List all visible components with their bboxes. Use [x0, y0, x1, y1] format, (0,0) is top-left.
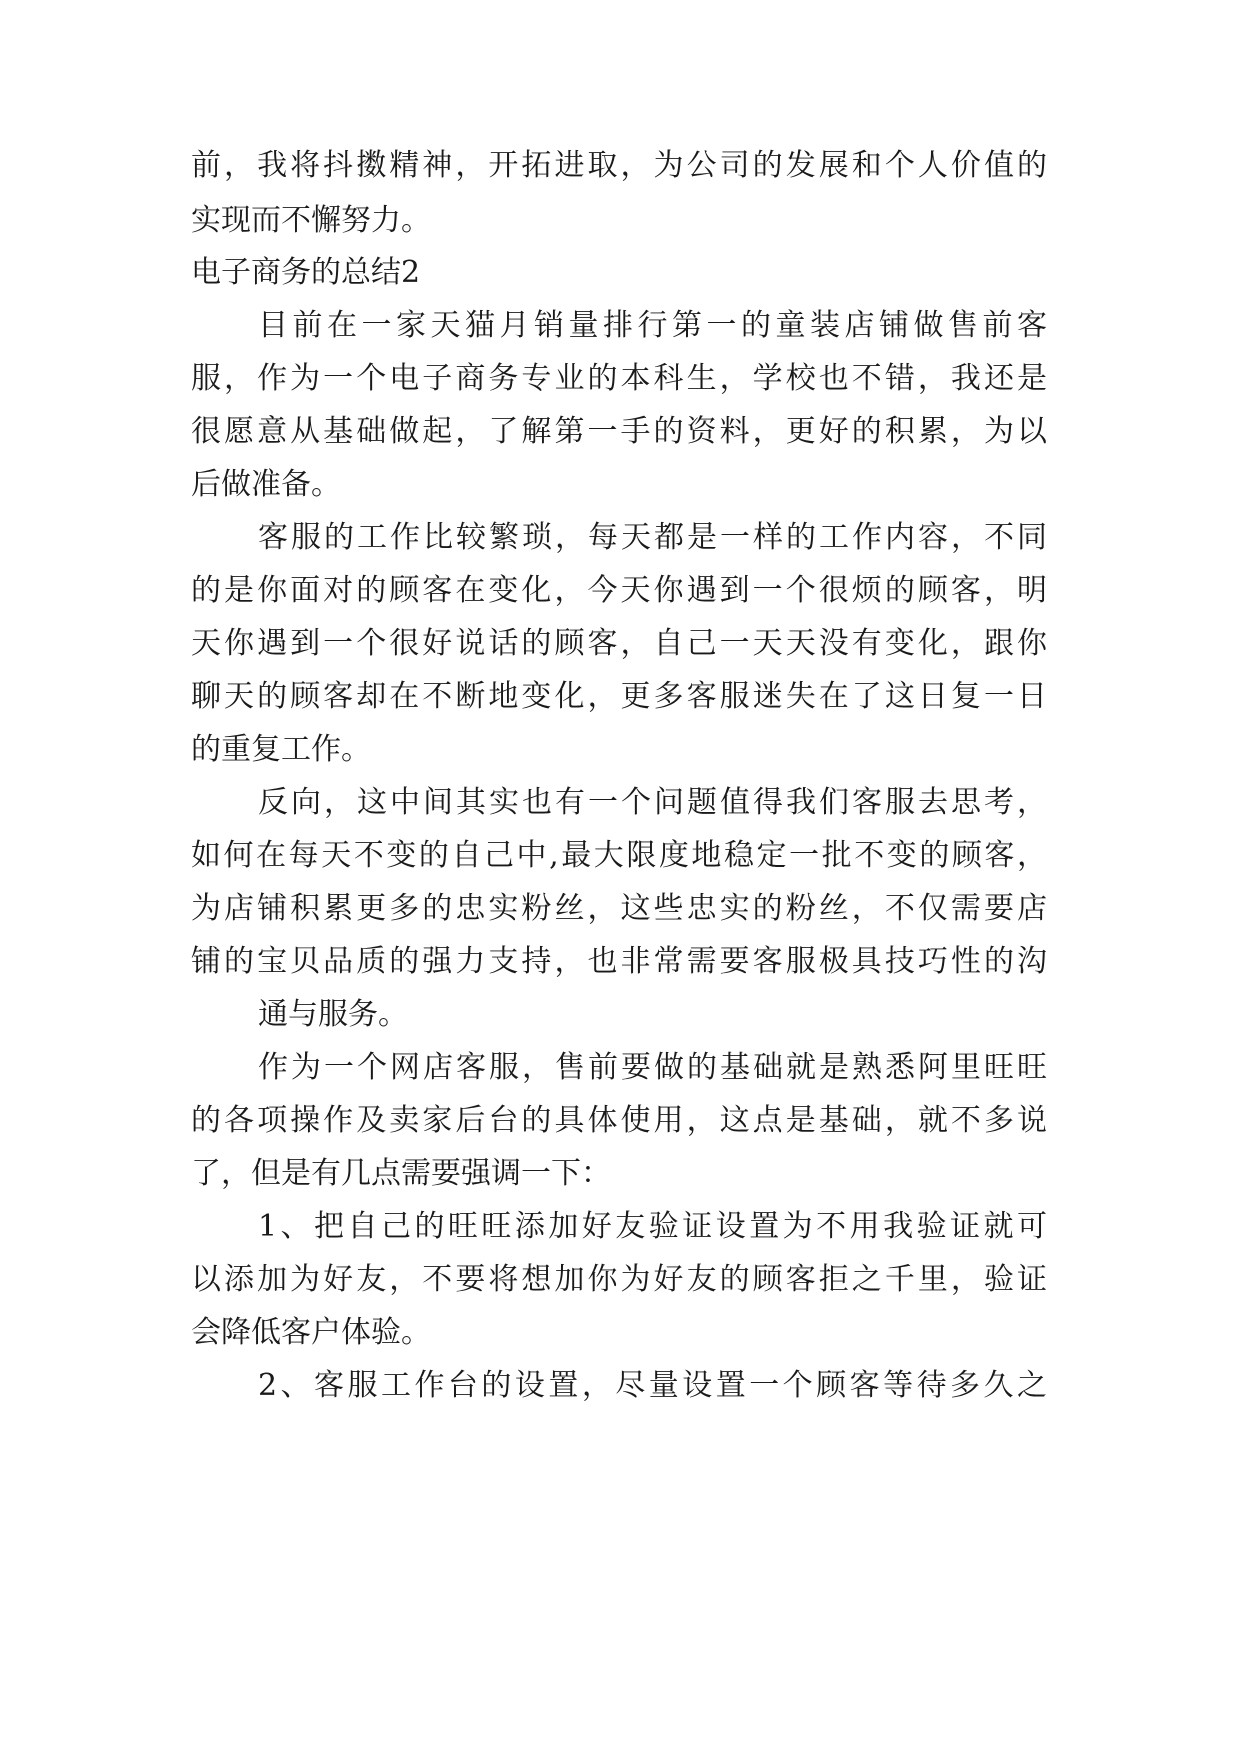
- text-line-8: 客服的工作比较繁琐，每天都是一样的工作内容，不同: [258, 520, 1047, 555]
- text-line-17: 通与服务。: [258, 997, 408, 1032]
- text-line-1: 前，我将抖擞精神，开拓进取，为公司的发展和个人价值的: [191, 148, 1047, 183]
- text-line-11: 聊天的顾客却在不断地变化，更多客服迷失在了这日复一日: [191, 679, 1047, 714]
- text-line-7: 后做准备。: [191, 467, 341, 502]
- text-line-10: 天你遇到一个很好说话的顾客，自己一天天没有变化，跟你: [191, 626, 1047, 661]
- text-line-22: 以添加为好友，不要将想加你为好友的顾客拒之千里，验证: [191, 1262, 1047, 1297]
- text-line-16: 铺的宝贝品质的强力支持，也非常需要客服极具技巧性的沟: [191, 944, 1047, 979]
- text-line-19: 的各项操作及卖家后台的具体使用，这点是基础，就不多说: [191, 1103, 1047, 1138]
- text-line-5: 服，作为一个电子商务专业的本科生，学校也不错，我还是: [191, 361, 1047, 396]
- text-line-12: 的重复工作。: [191, 732, 371, 767]
- text-line-15: 为店铺积累更多的忠实粉丝，这些忠实的粉丝，不仅需要店: [191, 891, 1047, 926]
- text-line-24: 2、客服工作台的设置，尽量设置一个顾客等待多久之: [258, 1368, 1047, 1403]
- text-line-6: 很愿意从基础做起，了解第一手的资料，更好的积累，为以: [191, 414, 1047, 449]
- text-line-18: 作为一个网店客服，售前要做的基础就是熟悉阿里旺旺: [258, 1050, 1047, 1085]
- text-line-23: 会降低客户体验。: [191, 1315, 431, 1350]
- text-line-21: 1、把自己的旺旺添加好友验证设置为不用我验证就可: [258, 1209, 1047, 1244]
- text-line-4: 目前在一家天猫月销量排行第一的童装店铺做售前客: [258, 308, 1047, 343]
- text-line-13: 反向，这中间其实也有一个问题值得我们客服去思考，: [258, 785, 1047, 820]
- text-line-9: 的是你面对的顾客在变化，今天你遇到一个很烦的顾客，明: [191, 573, 1047, 608]
- text-line-2: 实现而不懈努力。: [191, 203, 431, 238]
- text-line-14: 如何在每天不变的自己中,最大限度地稳定一批不变的顾客，: [191, 838, 1047, 873]
- text-line-20: 了，但是有几点需要强调一下：: [191, 1156, 611, 1191]
- section-heading: 电子商务的总结2: [191, 255, 421, 290]
